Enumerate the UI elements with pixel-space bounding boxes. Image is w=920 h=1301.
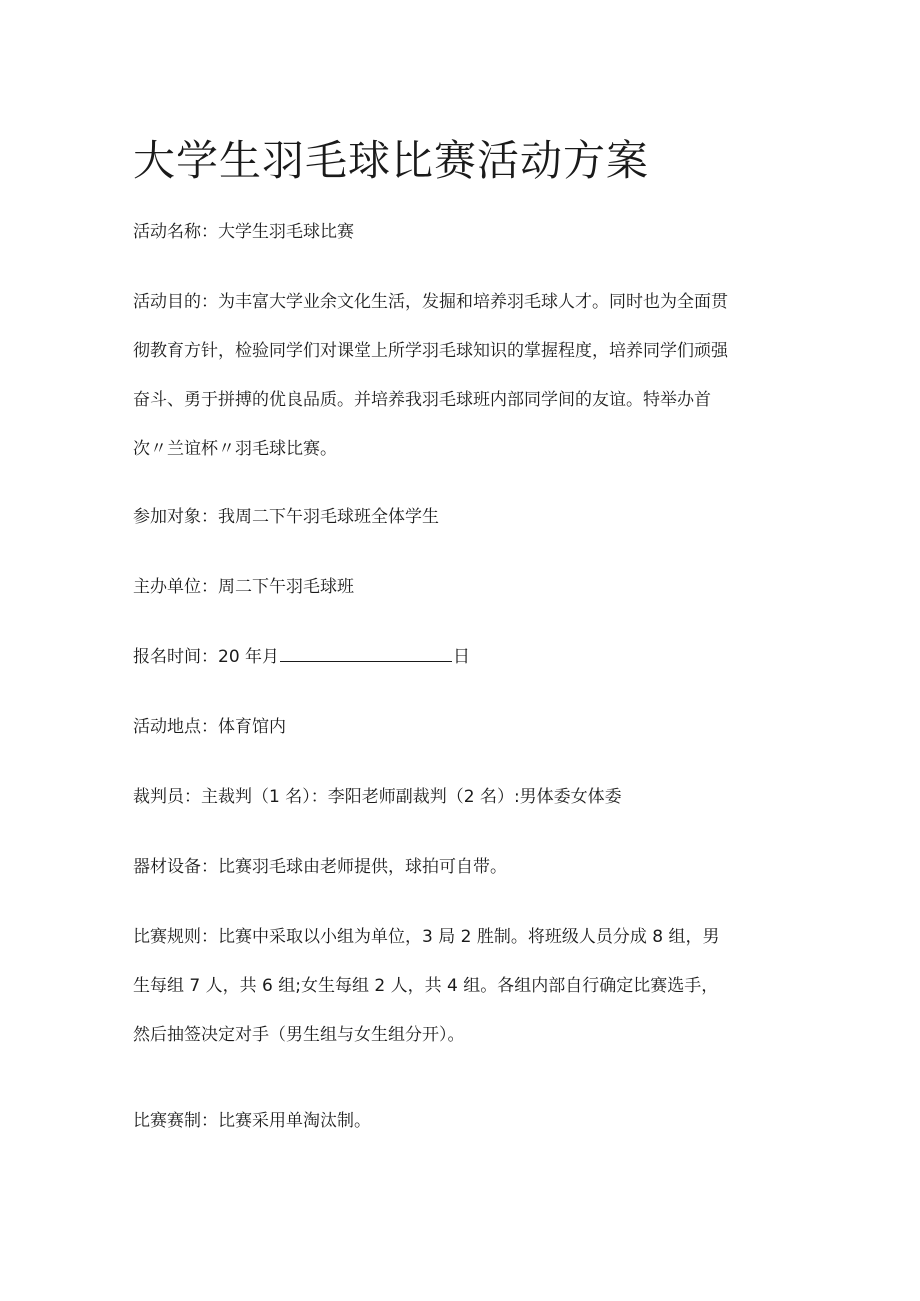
participants: 参加对象：我周二下午羽毛球班全体学生 [133,507,439,527]
activity-name: 活动名称：大学生羽毛球比赛 [133,222,354,242]
date-blank [280,639,452,662]
match-format: 比赛赛制：比赛采用单淘汰制。 [133,1111,371,1131]
equipment: 器材设备：比赛羽毛球由老师提供，球拍可自带。 [133,857,507,877]
purpose-line: 次〃兰谊杯〃羽毛球比赛。 [133,439,337,459]
purpose-line: 彻教育方针，检验同学们对课堂上所学羽毛球知识的掌握程度，培养同学们顽强 [133,341,728,361]
purpose-line: 活动目的：为丰富大学业余文化生活，发掘和培养羽毛球人才。同时也为全面贯 [133,292,728,312]
registration-day: 日 [453,647,471,667]
rules-line: 生每组 7 人，共 6 组;女生每组 2 人，共 4 组。各组内部自行确定比赛选手， [133,976,719,996]
match-rules [133,913,783,1060]
referees: 裁判员：主裁判（1 名）：李阳老师副裁判（2 名）:男体委女体委 [133,787,622,807]
document-title: 大学生羽毛球比赛活动方案 [133,136,650,185]
organizer: 主办单位：周二下午羽毛球班 [133,577,354,597]
purpose-line: 奋斗、勇于拼搏的优良品质。并培养我羽毛球班内部同学间的友谊。特举办首 [133,390,711,410]
venue: 活动地点：体育馆内 [133,717,286,737]
activity-purpose [133,278,783,474]
rules-line: 然后抽签决定对手（男生组与女生组分开）。 [133,1025,465,1045]
registration-time [133,633,783,682]
rules-line: 比赛规则：比赛中采取以小组为单位，3 局 2 胜制。将班级人员分成 8 组，男 [133,927,720,947]
registration-label: 报名时间：20 年月 [133,647,280,667]
